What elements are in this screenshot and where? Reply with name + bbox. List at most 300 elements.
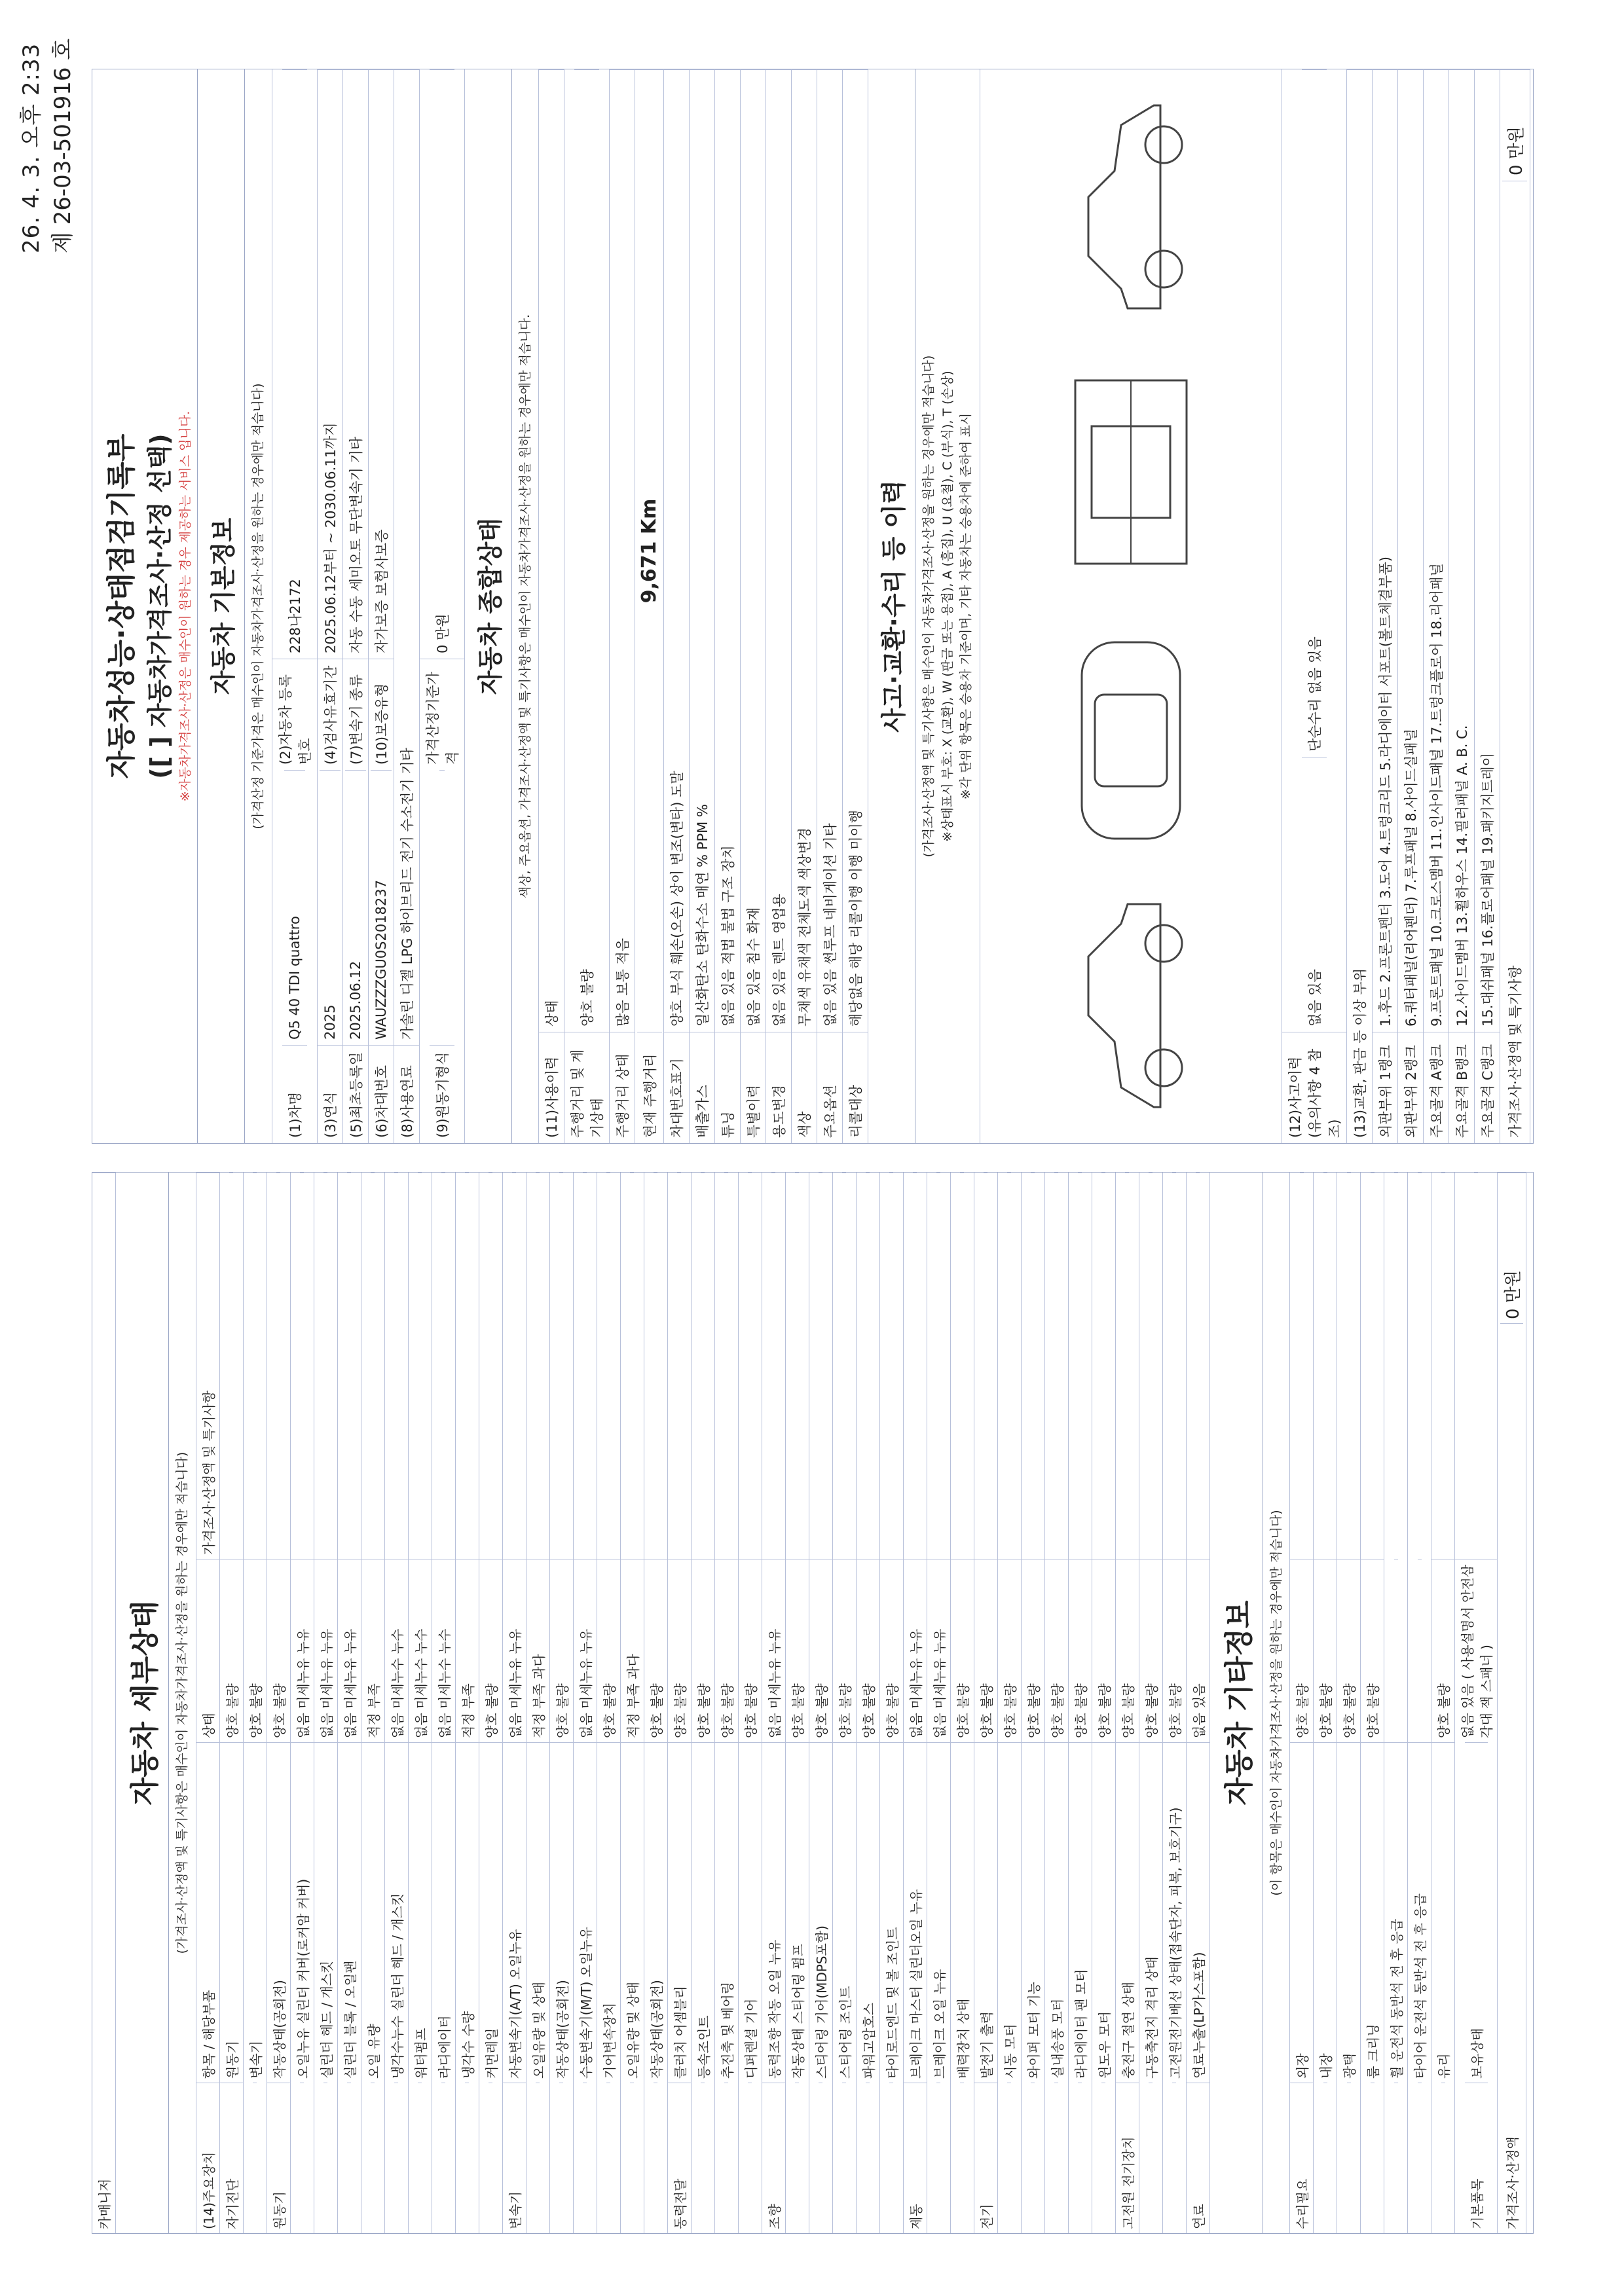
detail-state: 양호 불량: [833, 1559, 856, 1742]
accident-value: 없음 있음: [1302, 757, 1327, 1032]
detail-row: [715, 1173, 739, 2233]
general-value: 없음 있음 침수 화재: [741, 69, 766, 1032]
accident-label: 주요골격 A랭크: [1424, 1032, 1449, 1143]
general-row: [792, 69, 817, 1143]
accident-price: 0 만원: [1500, 69, 1530, 181]
detail-row: [739, 1173, 762, 2233]
detail-row: [1069, 1173, 1092, 2233]
detail-group: [654, 2083, 657, 2233]
detail-item: 변속기: [244, 1742, 267, 2083]
detail-remark: [960, 1173, 964, 1559]
detail-group: 고전원 전기장치: [1116, 2083, 1139, 2233]
detail-state: 양호 불량: [267, 1559, 290, 1742]
detail-remark: [394, 1173, 398, 1559]
accident-label: 외판부위 1랭크: [1373, 1032, 1397, 1143]
basic-label: (1)차명: [282, 1045, 307, 1143]
general-label: 배출가스: [690, 1032, 714, 1143]
detail-row: [1361, 1173, 1384, 2233]
detail-remark: [418, 1173, 422, 1559]
detail-remark: [654, 1173, 657, 1559]
general-label: 주요옵션: [817, 1032, 842, 1143]
detail-row: [338, 1173, 361, 2233]
side-note: 가격조사·산정액 및 특기사항: [1502, 181, 1527, 1143]
detail-group: [866, 2083, 870, 2233]
detail-state: 적정 부족 과다: [526, 1559, 549, 1742]
detail-row: [385, 1173, 409, 2233]
detail-state: 양호 불량: [479, 1559, 502, 1742]
detail-state: [1394, 1559, 1398, 1742]
detail-row: [361, 1173, 385, 2233]
basic-value: 2025.06.12: [345, 770, 366, 1045]
legend-line-2: ※각 단위 항목은 승용차 기준이며, 기타 자동차는 승용차에 준하여 표시: [959, 412, 973, 800]
etc-rows: [1290, 1173, 1498, 2233]
detail-item: 휠 운전석 동반석 전 후 응급: [1384, 1742, 1407, 2083]
detail-item: 배력장치 상태: [951, 1742, 974, 2083]
detail-group: [701, 2083, 705, 2233]
detail-title: 자동차 세부상태: [116, 1173, 169, 2233]
accident-label: (13)교환, 판금 등 이상 부위: [1347, 69, 1372, 1143]
detail-item: 실내송풍 모터: [1045, 1742, 1068, 2083]
general-label: 주행거리 상태: [610, 1032, 635, 1143]
detail-remark: [536, 1173, 540, 1559]
detail-item: 룸 크리닝: [1361, 1742, 1384, 2083]
detail-item: 스티어링 기어(MDPS포함): [809, 1742, 832, 2083]
detail-state: 양호 불량: [668, 1559, 691, 1742]
detail-item: 자동변속기(A/T) 오일누유: [503, 1742, 526, 2083]
detail-group: [936, 2083, 940, 2233]
detail-row: [644, 1173, 668, 2233]
detail-group: [323, 2083, 327, 2233]
general-row: [610, 69, 635, 1143]
detail-group: [559, 2083, 563, 2233]
detail-state: 양호 불량: [1116, 1559, 1139, 1742]
detail-group: 동력전달: [668, 2083, 691, 2233]
detail-state: 양호 불량: [1314, 1559, 1337, 1742]
detail-state: 적정 부족: [456, 1559, 479, 1742]
basic-label: (5)최초등록일: [343, 1045, 368, 1143]
detail-remark: [1323, 1173, 1327, 1559]
detail-item: 브레이크 오일 누유: [927, 1742, 950, 2083]
general-table: [539, 69, 868, 1143]
detail-row: [927, 1173, 951, 2233]
detail-remark: [819, 1173, 822, 1559]
detail-state: 양호 불량: [857, 1559, 879, 1742]
detail-remark: [842, 1173, 846, 1559]
etc-price: 0 만원: [1498, 1173, 1526, 1323]
detail-state: 양호 불량: [1361, 1559, 1384, 1742]
detail-header-row: [196, 1173, 220, 2233]
detail-remark: [1031, 1173, 1035, 1559]
basic-value2: 자동 수동 세미오토 무단변속기 기타: [343, 69, 368, 659]
detail-group: 연료: [1187, 2083, 1209, 2233]
general-row: [539, 69, 564, 1143]
detail-state: 양호 불량: [951, 1559, 974, 1742]
detail-group: [465, 2083, 469, 2233]
detail-remark: [323, 1173, 327, 1559]
col-device: (14)주요장치: [196, 2083, 219, 2233]
detail-state: 양호 불량: [880, 1559, 903, 1742]
document-number: 제 26-03-501916 호: [50, 38, 76, 253]
etc-note: (이 항목은 매수인이 자동차가격조사·산정을 원하는 경우에만 적습니다): [1263, 1173, 1291, 2233]
etc-price-row: [1498, 1173, 1526, 2233]
detail-remark: [1054, 1173, 1058, 1559]
detail-state: 양호 불량: [550, 1559, 573, 1742]
detail-remark: [795, 1173, 799, 1559]
detail-remark: [1371, 1173, 1375, 1559]
accident-row: [1449, 69, 1475, 1143]
detail-item: 라디에이터 팬 모터: [1069, 1742, 1092, 2083]
detail-remark: [1347, 1173, 1351, 1559]
detail-row: [1045, 1173, 1069, 2233]
detail-item: 실린더 블록 / 오일팬: [338, 1742, 361, 2083]
detail-group: [1347, 2083, 1351, 2233]
detail-item: 수동변속기(M/T) 오일누유: [574, 1742, 597, 2083]
detail-row: [291, 1173, 314, 2233]
accident-row: [1475, 69, 1500, 1143]
detail-row: [1116, 1173, 1139, 2233]
basic-label: (6)차대번호: [369, 1045, 394, 1143]
basic-row: [272, 69, 318, 1143]
general-label: 현재 주행거리: [637, 1032, 662, 1143]
print-timestamp: 26. 4. 3. 오후 2:33: [18, 43, 45, 253]
general-value: 해당없음 해당 리콜이행 이행 미이행: [843, 69, 868, 1032]
detail-group: [606, 2083, 610, 2233]
detail-state: 양호 불량: [1337, 1559, 1360, 1742]
detail-state: 양호 불량: [220, 1559, 243, 1742]
detail-group: [1323, 2083, 1327, 2233]
detail-state: 적정 부족: [361, 1559, 384, 1742]
basic-value: [439, 770, 445, 1045]
detail-row: [1455, 1173, 1498, 2233]
detail-state: 없음 있음 ( 사용설명서 안전삼각대 잭 스패너 ): [1455, 1559, 1497, 1742]
detail-remark: [1125, 1173, 1129, 1559]
detail-state: 양호 불량: [715, 1559, 738, 1742]
detail-item: 워터펌프: [409, 1742, 432, 2083]
detail-group: [253, 2083, 257, 2233]
car-underbody-diagram: [1056, 354, 1206, 590]
detail-group: [960, 2083, 964, 2233]
detail-remark: [701, 1173, 705, 1559]
accident-table: [1282, 69, 1530, 1143]
accident-label: 주요골격 B랭크: [1449, 1032, 1474, 1143]
detail-item: 냉각수 수량: [456, 1742, 479, 2083]
detail-group: [842, 2083, 846, 2233]
detail-state: 양호 불량: [998, 1559, 1021, 1742]
detail-group: [1371, 2083, 1375, 2233]
detail-remark: [1172, 1173, 1176, 1559]
service-note: ※자동차가격조사·산정은 매수인이 원하는 경우 제공하는 서비스 입니다.: [178, 410, 193, 802]
detail-row: [857, 1173, 880, 2233]
general-value: 많음 보통 적음: [610, 69, 635, 1032]
detail-state: 양호 불량: [809, 1559, 832, 1742]
detail-row: [456, 1173, 479, 2233]
detail-item: 보유상태: [1465, 1742, 1488, 2083]
detail-remark: [300, 1173, 304, 1559]
accident-value: 15.대쉬패널 16.플로어패널 19.패키지트레이: [1475, 69, 1500, 1032]
basic-label2: (2)자동차 등록번호: [272, 659, 317, 770]
brand-name: 카매니저: [92, 1173, 115, 2233]
detail-item: 시동 모터: [998, 1742, 1021, 2083]
detail-remark: [724, 1173, 728, 1559]
detail-group: 변속기: [503, 2083, 526, 2233]
detail-state: 양호 불량: [597, 1559, 620, 1742]
detail-item: 오일누유 실린더 커버(로커암 커버): [291, 1742, 314, 2083]
detail-row: [432, 1173, 456, 2233]
detail-row: [267, 1173, 291, 2233]
col-state: 상태: [196, 1559, 219, 1742]
detail-group: [371, 2083, 375, 2233]
detail-state: 없음 미세누수 누수: [409, 1559, 432, 1742]
inspection-panel: [92, 69, 1534, 1144]
general-value: 무채색 유채색 전체도색 색상변경: [792, 69, 817, 1032]
detail-item: 오일유량 및 상태: [621, 1742, 644, 2083]
detail-item: 스티어링 조인트: [833, 1742, 856, 2083]
detail-state: 양호 불량: [644, 1559, 667, 1742]
detail-row: [314, 1173, 338, 2233]
detail-item: 타이로드엔드 및 볼 조인트: [880, 1742, 903, 2083]
detail-row: [1384, 1173, 1408, 2233]
detail-row: [1092, 1173, 1116, 2233]
detail-row: [786, 1173, 809, 2233]
basic-label2: 가격산정기준가격: [420, 659, 464, 770]
detail-row: [951, 1173, 974, 2233]
detail-row: [833, 1173, 857, 2233]
detail-state: 양호 불량: [1022, 1559, 1044, 1742]
detail-item: 클러치 어셈블리: [668, 1742, 691, 2083]
basic-info-note: (가격산정 기준가격은 매수인이 자동차가격조사·산정을 원하는 경우에만 적습니다): [245, 69, 272, 1143]
detail-state: 없음 미세누유 누유: [904, 1559, 927, 1742]
detail-row: [880, 1173, 904, 2233]
detail-remark: [229, 1173, 233, 1559]
detail-state: 양호 불량: [1163, 1559, 1186, 1742]
detail-group: [583, 2083, 587, 2233]
detail-row: [526, 1173, 550, 2233]
detail-row: [574, 1173, 597, 2233]
general-row: [664, 69, 690, 1143]
detail-group: [630, 2083, 634, 2233]
detail-row: [1314, 1173, 1337, 2233]
detail-row: [1290, 1173, 1314, 2233]
col-item: 항목 / 해당부품: [196, 1742, 219, 2083]
detail-item: 타이어 운전석 동반석 전 후 응급: [1408, 1742, 1431, 2083]
form-subtitle: ([ ] 자동차가격조사·산정 선택): [145, 433, 174, 779]
detail-state: 없음 미세누수 누수: [385, 1559, 408, 1742]
detail-group: [1101, 2083, 1105, 2233]
detail-group: [1394, 2083, 1398, 2233]
detail-remark: [276, 1173, 280, 1559]
detail-remark: [1007, 1173, 1011, 1559]
general-row: [766, 69, 792, 1143]
basic-info-table: [272, 69, 465, 1143]
detail-row: [409, 1173, 432, 2233]
car-diagrams: [980, 69, 1282, 1143]
accident-legend: [915, 69, 980, 1143]
general-value: 없음 있음 적법 불법 구조 장치: [715, 69, 740, 1032]
detail-item: 기어변속장치: [597, 1742, 620, 2083]
detail-remark: [1418, 1173, 1422, 1559]
general-label: 색상: [792, 1032, 817, 1143]
mileage-value: 9,671 Km: [635, 69, 663, 1032]
detail-row: [550, 1173, 574, 2233]
general-title: 자동차 종합상태: [465, 69, 512, 1143]
accident-row: [1398, 69, 1424, 1143]
accident-row: [1347, 69, 1373, 1143]
basic-row: [318, 69, 343, 1143]
detail-row: [668, 1173, 692, 2233]
detail-row: [974, 1173, 998, 2233]
detail-row: [1022, 1173, 1045, 2233]
general-label: 주행거리 및 계기상태: [564, 1032, 609, 1143]
accident-value: 9.프론트패널 10.크로스멤버 11.인사이드패널 17.트렁크플로어 18.리어패널: [1424, 69, 1449, 1032]
general-label: 차대번호표기: [664, 1032, 689, 1143]
detail-group: [1031, 2083, 1035, 2233]
general-value: 일산화탄소 탄화수소 매연 % PPM %: [690, 69, 714, 1032]
detail-remark: [512, 1173, 516, 1559]
detail-item: 작동상태(공회전): [550, 1742, 573, 2083]
detail-remark: [936, 1173, 940, 1559]
basic-label2: (4)검사유효기간: [318, 659, 342, 770]
detail-remark: [559, 1173, 563, 1559]
detail-remark: [771, 1173, 775, 1559]
detail-group: [795, 2083, 799, 2233]
basic-value: Q5 40 TDI quattro: [284, 770, 305, 1045]
general-label: (11)사용이력: [539, 1032, 564, 1143]
general-label: 용도변경: [766, 1032, 791, 1143]
detail-panel: [92, 1172, 1534, 2234]
detail-item: 유리: [1431, 1742, 1454, 2083]
car-side-left-diagram: [1056, 891, 1206, 1127]
detail-rows: [220, 1173, 1210, 2233]
detail-state: 없음 미세누유 누유: [291, 1559, 314, 1742]
general-value: 상태: [539, 69, 564, 1032]
detail-item: 외장: [1290, 1742, 1313, 2083]
detail-remark: [1300, 1173, 1304, 1559]
detail-group: [418, 2083, 422, 2233]
detail-state: 양호 불량: [1045, 1559, 1068, 1742]
detail-group: 자기진단: [220, 2083, 243, 2233]
general-value: 없음 있음 썬루프 네비게이션 기타: [817, 69, 842, 1032]
accident-row: [1424, 69, 1449, 1143]
detail-item: 파워고압호스: [857, 1742, 879, 2083]
detail-row: [621, 1173, 644, 2233]
detail-remark: [371, 1173, 375, 1559]
detail-group: [1149, 2083, 1153, 2233]
detail-remark: [583, 1173, 587, 1559]
detail-row: [220, 1173, 244, 2233]
detail-item: 오일유량 및 상태: [526, 1742, 549, 2083]
detail-item: 등속조인트: [692, 1742, 714, 2083]
detail-item: 실린더 헤드 / 개스킷: [314, 1742, 337, 2083]
detail-remark: [253, 1173, 257, 1559]
basic-label2: (10)보증유형: [369, 659, 394, 770]
accident-title: 사고·교환·수리 등 이력: [868, 69, 915, 1143]
general-label: 튜닝: [715, 1032, 740, 1143]
basic-row: [394, 69, 420, 1143]
general-row: [635, 69, 664, 1143]
simple-repair: 단순수리 없음 있음: [1302, 69, 1327, 757]
general-row: [690, 69, 715, 1143]
detail-item: 충전구 절연 상태: [1116, 1742, 1139, 2083]
detail-state: 양호 불량: [1431, 1559, 1454, 1742]
detail-item: 윈도우 모터: [1092, 1742, 1115, 2083]
detail-group: [347, 2083, 351, 2233]
basic-label: (3)연식: [318, 1045, 342, 1143]
basic-label: (8)사용연료: [394, 1045, 419, 1143]
detail-remark: [1196, 1173, 1200, 1559]
detail-row: [692, 1173, 715, 2233]
detail-state: 없음 미세누유 누유: [927, 1559, 950, 1742]
detail-state: 양호 불량: [974, 1559, 997, 1742]
detail-remark: [1149, 1173, 1153, 1559]
detail-state: 없음 미세누유 누유: [338, 1559, 361, 1742]
detail-item: 광택: [1337, 1742, 1360, 2083]
detail-remark: [347, 1173, 351, 1559]
detail-row: [1163, 1173, 1187, 2233]
etc-side: 가격조사·산정액: [1500, 1323, 1523, 2233]
detail-group: [1078, 2083, 1082, 2233]
accident-label: (12)사고이력 (유의사항 4 참조): [1282, 1032, 1346, 1143]
detail-item: 연료누출(LP가스포함): [1187, 1742, 1209, 2083]
detail-remark: [1078, 1173, 1082, 1559]
detail-state: 양호 불량: [692, 1559, 714, 1742]
accident-price-row: [1500, 69, 1530, 1143]
detail-state: 양호 불량: [1139, 1559, 1162, 1742]
accident-row: [1373, 69, 1398, 1143]
detail-state: 적정 부족 과다: [621, 1559, 644, 1742]
detail-remark: [1101, 1173, 1105, 1559]
detail-item: 커먼레일: [479, 1742, 502, 2083]
detail-row: [1187, 1173, 1210, 2233]
detail-item: 디퍼렌셜 기어: [739, 1742, 762, 2083]
basic-info-title: 자동차 기본정보: [198, 69, 245, 1143]
detail-item: 작동상태(공회전): [644, 1742, 667, 2083]
detail-remark: [1394, 1173, 1398, 1559]
detail-group: 제동: [904, 2083, 927, 2233]
detail-group: [441, 2083, 445, 2233]
detail-item: 내장: [1314, 1742, 1337, 2083]
detail-item: 냉각수누수 실린더 헤드 / 개스킷: [385, 1742, 408, 2083]
detail-group: [536, 2083, 540, 2233]
detail-remark: [677, 1173, 681, 1559]
detail-state: 양호 불량: [244, 1559, 267, 1742]
accident-label: 주요골격 C랭크: [1475, 1032, 1500, 1143]
detail-group: [1007, 2083, 1011, 2233]
basic-row: [420, 69, 465, 1143]
basic-value2: 2025.06.12부터 ~ 2030.06.11까지: [318, 69, 342, 659]
basic-value: 2025: [320, 770, 341, 1045]
detail-group: [724, 2083, 728, 2233]
accident-value: 1.후드 2.프론트펜더 3.도어 4.트렁크리드 5.라디에이터 서포트(볼트체결부품): [1373, 69, 1397, 1032]
detail-item: 고전원전기배선 상태(접속단자, 피복, 보호기구): [1163, 1742, 1186, 2083]
general-note: 색상, 주요옵션, 가격조사·산정액 및 특기사항은 매수인이 자동차가격조사·산정을 원하는 경우에만 적습니다.: [512, 69, 540, 1143]
detail-item: 동력조향 작동 오일 누유: [762, 1742, 785, 2083]
detail-note: (가격조사·산정액 및 특기사항은 매수인이 자동차가격조사·산정을 원하는 경우에만 적습니다): [169, 1173, 196, 2233]
detail-state: 양호 불량: [1290, 1559, 1313, 1742]
detail-remark: [465, 1173, 469, 1559]
accident-row: [1282, 69, 1347, 1143]
detail-row: [1408, 1173, 1431, 2233]
general-row: [715, 69, 741, 1143]
detail-group: [300, 2083, 304, 2233]
detail-item: 추진축 및 베어링: [715, 1742, 738, 2083]
detail-row: [904, 1173, 927, 2233]
detail-row: [809, 1173, 833, 2233]
detail-row: [244, 1173, 267, 2233]
general-row: [564, 69, 610, 1143]
car-side-right-diagram: [1056, 86, 1206, 321]
detail-item: 구동축전지 격리 상태: [1139, 1742, 1162, 2083]
general-value: 양호 불량: [574, 69, 599, 1032]
